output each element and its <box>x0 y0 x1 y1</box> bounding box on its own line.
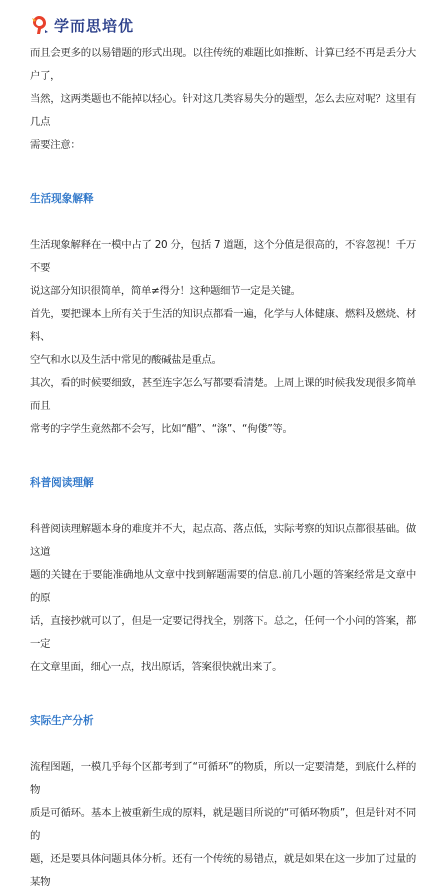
brand-logo[interactable] <box>30 14 134 36</box>
spacer <box>30 733 416 756</box>
paragraph-line: 科普阅读理解题本身的难度并不大，起点高、落点低，实际考察的知识点都很基础。做这道 <box>30 523 416 558</box>
spacer <box>30 495 416 518</box>
paragraph-line: 质是可循环。基本上被重新生成的原料，就是题目所说的“可循环物质”，但是针对不同的 <box>30 807 416 842</box>
paragraph-line: 空气和水以及生活中常见的酸碱盐是重点。 <box>30 354 222 366</box>
spacer <box>30 157 416 188</box>
paragraph-line: 题，还是要具体问题具体分析。还有一个传统的易错点，就是如果在这一步加了过量的某物 <box>30 853 416 888</box>
paragraph-line: 在文章里面，细心一点，找出原话，答案很快就出来了。 <box>30 661 283 673</box>
spacer <box>30 211 416 234</box>
paragraph-line: 首先，要把课本上所有关于生活的知识点都看一遍，化学与人体健康、燃料及燃烧、材料、 <box>30 308 416 343</box>
section-heading-reading: 科普阅读理解 <box>30 477 94 489</box>
paragraph-line: 说这部分知识很简单，简单≠得分！这种题细节一定是关键。 <box>30 285 301 297</box>
paragraph-line: 话，直接抄就可以了，但是一定要记得找全，别落下。总之，任何一个小问的答案，都一定 <box>30 615 416 650</box>
brand-logo-icon <box>30 15 48 35</box>
paragraph-line: 常考的字学生竟然都不会写，比如“醋”、“涤”、“佝偻”等。 <box>30 423 293 435</box>
intro-line: 当然，这两类题也不能掉以轻心。针对这几类容易失分的题型，怎么去应对呢？这里有几点 <box>30 93 416 128</box>
brand-name: 学而思培优 <box>54 16 135 35</box>
spacer <box>30 679 416 710</box>
paragraph-line: 流程图题，一模几乎每个区都考到了“可循环”的物质，所以一定要清楚，到底什么样的物 <box>30 761 416 796</box>
section-heading-production: 实际生产分析 <box>30 715 94 727</box>
spacer <box>30 441 416 472</box>
section-heading-life: 生活现象解释 <box>30 193 94 205</box>
paragraph-line: 其次，看的时候要细致，甚至连字怎么写都要看清楚。上周上课的时候我发现很多简单而且 <box>30 377 416 412</box>
paragraph-line: 生活现象解释在一模中占了 20 分，包括 7 道题，这个分值是很高的，不容忽视！千万不要 <box>30 239 416 274</box>
intro-line: 而且会更多的以易错题的形式出现。以往传统的难题比如推断、计算已经不再是丢分大户了， <box>30 47 416 82</box>
article-body <box>30 42 416 894</box>
intro-line: 需要注意： <box>30 139 81 151</box>
paragraph-line: 题的关键在于要能准确地从文章中找到解题需要的信息.前几小题的答案经常是文章中的原 <box>30 569 416 604</box>
